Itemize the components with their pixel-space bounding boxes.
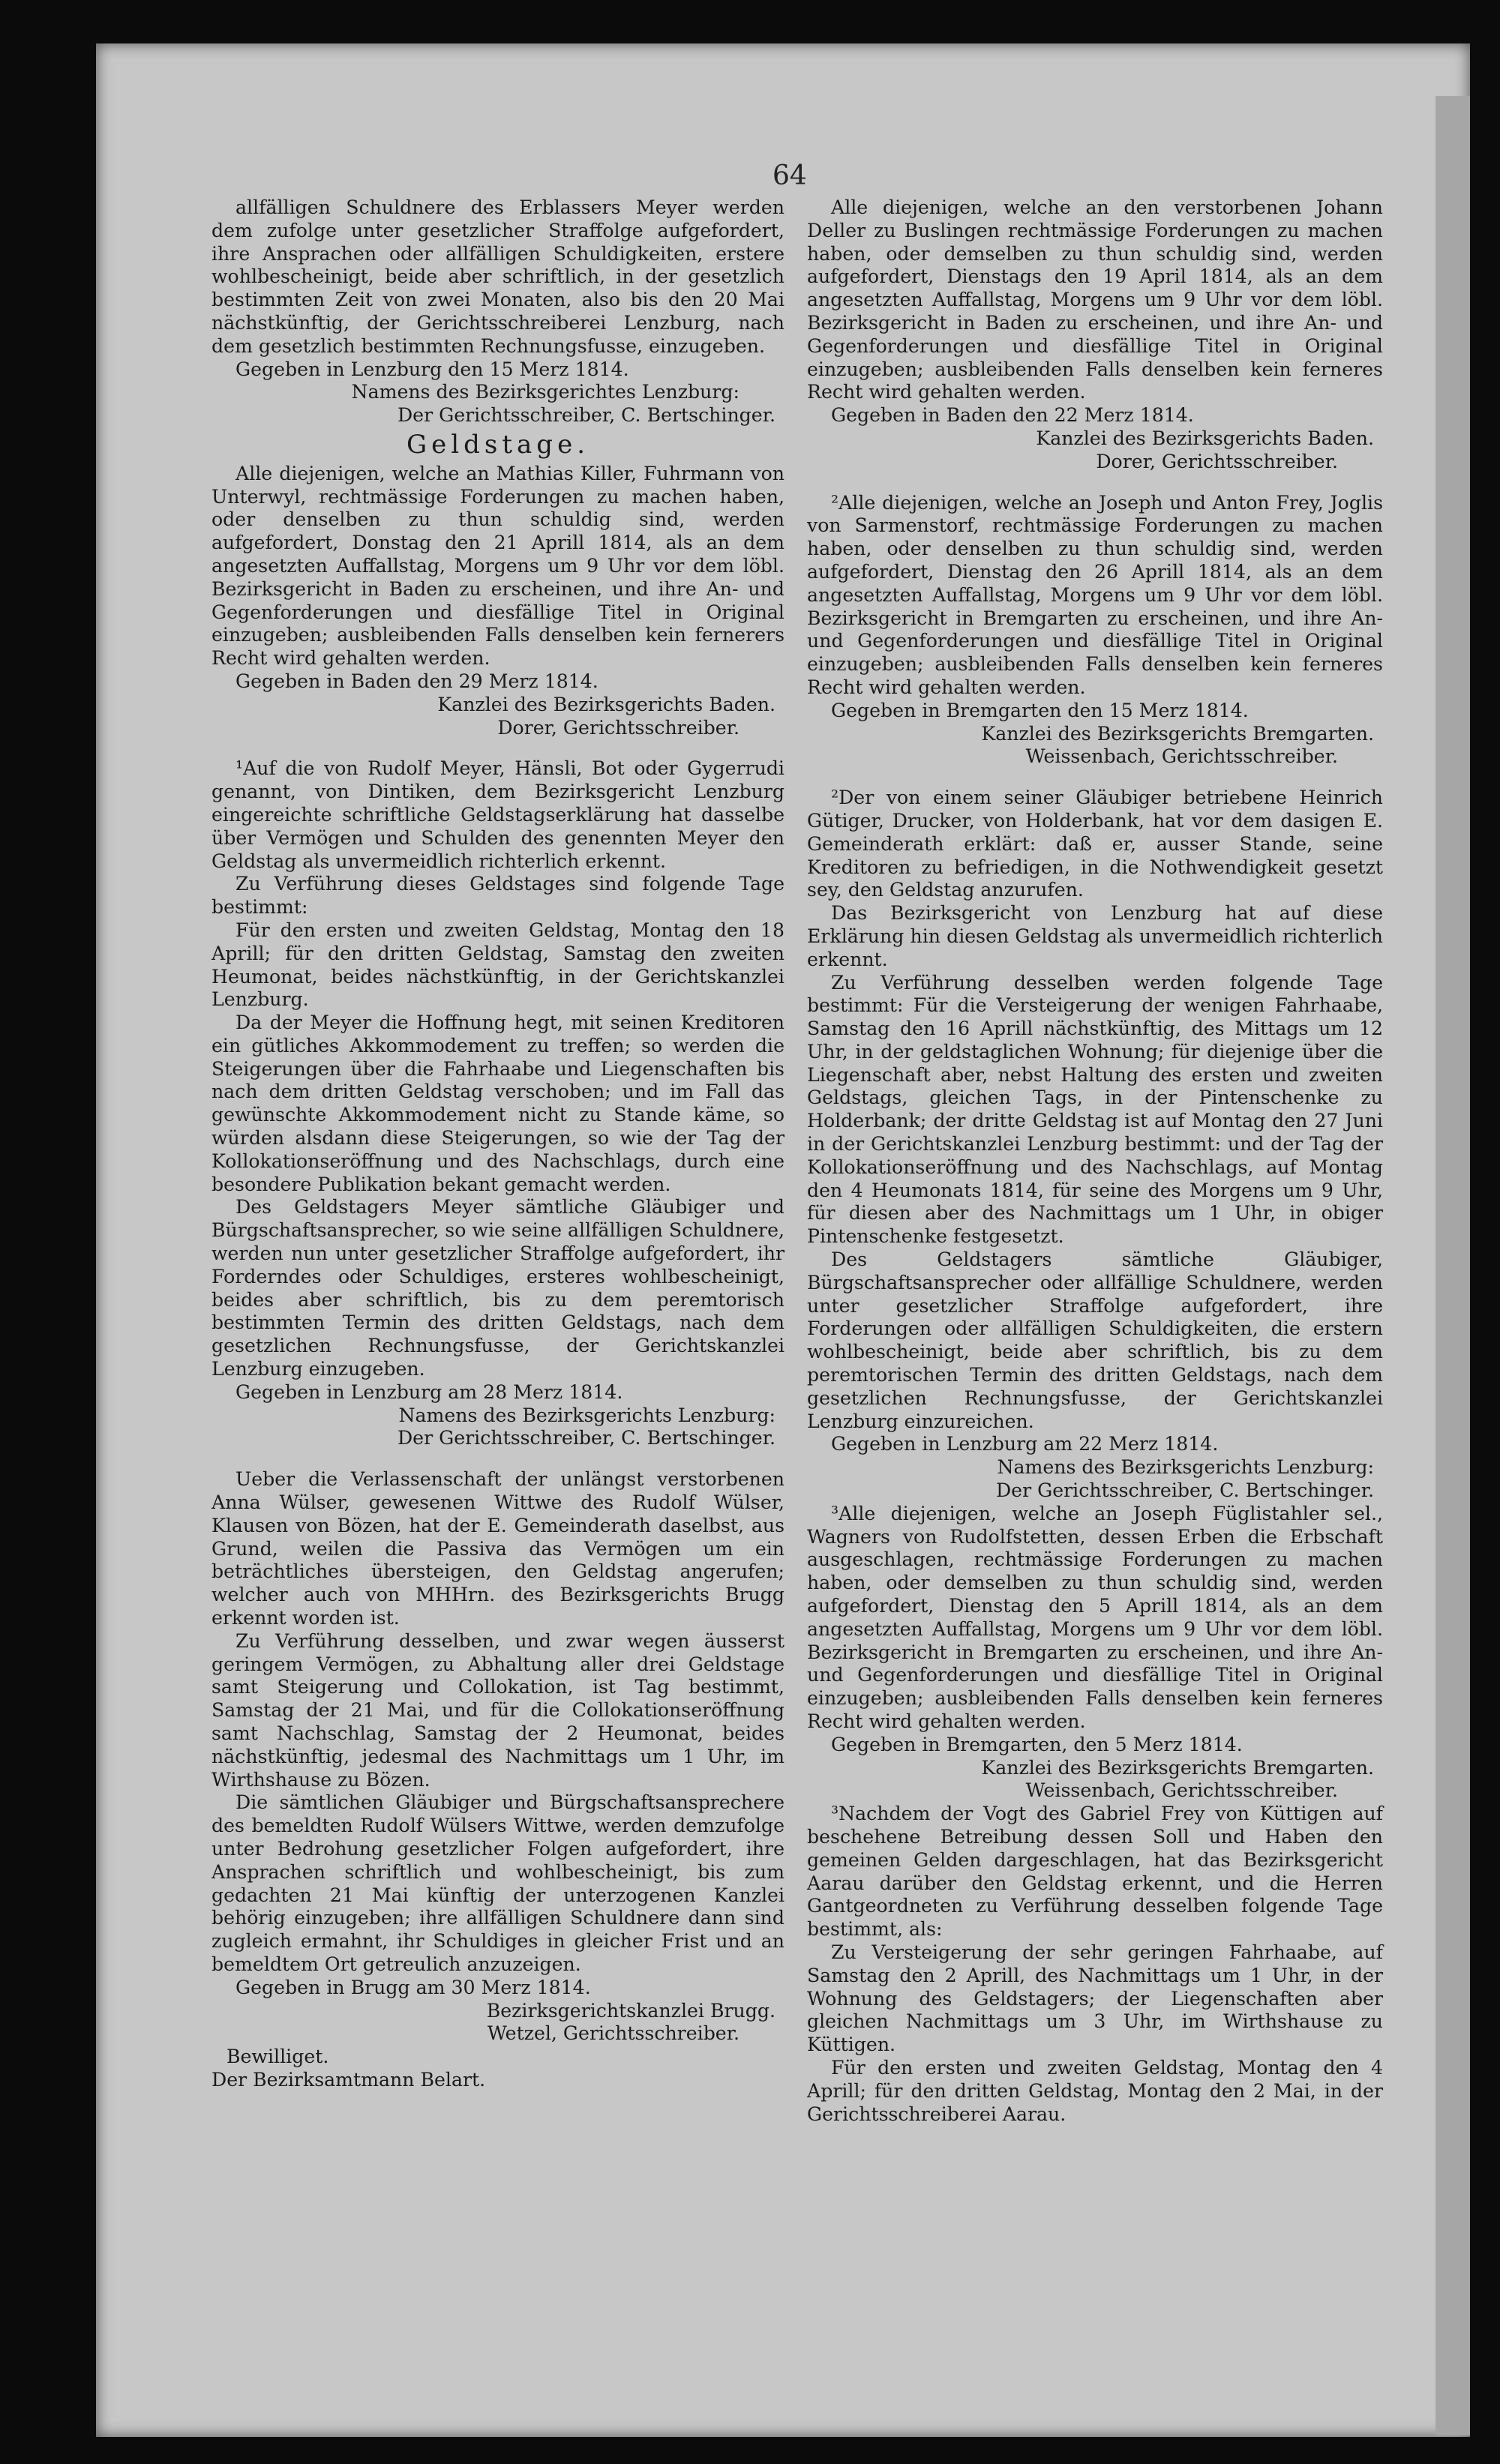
notice-date: Gegeben in Lenzburg den 15 Merz 1814.	[236, 358, 629, 380]
next-page-edge	[1436, 96, 1470, 2436]
notice-wuelser-text: Ueber die Verlassenschaft der unlängst verstorbenen Anna Wülser, gewesenen Wittwe des Rudolf Wülser, Klausen von Bözen, hat der E. Gemeinderath daselbst, aus Grund, weilen die Passiva das Vermögen um ein beträchtliches übersteigen, den Geldstag angerufen; welcher auch von MHHrn. des Bezirksgerichts Brugg erkennt worden ist.	[212, 1468, 784, 1629]
notice-date: Gegeben in Lenzburg am 22 Merz 1814.	[831, 1433, 1219, 1455]
notice-guetiger-text: ²Der von einem seiner Gläubiger betriebene Heinrich Gütiger, Drucker, von Holderbank, hat vor dem dasigen E. Gemeinderath erklärt: daß er, ausser Stande, seine Kreditoren zu befriedigen, in die Nothwendigkeit gesetzt sey, den Geldstag anzurufen.	[807, 787, 1383, 901]
notice-fueglistahler-text: ³Alle diejenigen, welche an Joseph Füglistahler sel., Wagners von Rudolfstetten, dessen Erben die Erbschaft ausgeschlagen, rechtmässige Forderungen zu machen haben, oder demselben zu thun schuldig sind, werden aufgefordert, Dienstag den 5 Aprill 1814, als an dem angesetzten Auffallstag, Morgens um 9 Uhr vor dem löbl. Bezirksgericht in Bremgarten zu erscheinen, und ihre An- und Gegenforderungen und diesfällige Titel in Original einzugeben; ausbleibenden Falls denselben kein ferneres Recht wird gehalten werden.	[807, 1502, 1383, 1732]
notice-signature: Kanzlei des Bezirksgerichts Baden.	[437, 693, 776, 715]
notice-date: Gegeben in Bremgarten den 15 Merz 1814.	[831, 699, 1249, 721]
notice-signature: Der Gerichtsschreiber, C. Bertschinger.	[397, 1427, 776, 1449]
approval-note: Bewilliget.	[226, 2046, 329, 2068]
notice-frey-sarmenstorf-text: ²Alle diejenigen, welche an Joseph und Anton Frey, Joglis von Sarmenstorf, rechtmässige Forderungen zu machen haben, oder denselben zu thun schuldig sind, werden aufgefordert, Dienstag den 26 Aprill 1814, als an dem angesetzten Auffallstag, Morgens um 9 Uhr vor dem löbl. Bezirksgericht in Bremgarten zu erscheinen, und ihre An- und Gegenforderungen und diesfällige Titel in Original einzugeben; ausbleibenden Falls denselben kein ferneres Recht wird gehalten werden.	[807, 491, 1383, 698]
notice-signature: Der Gerichtsschreiber, C. Bertschinger.	[397, 404, 776, 427]
notice-guetiger-text: Des Geldstagers sämtliche Gläubiger, Bürgschaftsansprecher oder allfällige Schuldnere, werden unter gesetzlicher Straffolge aufgefordert, ihre Forderungen oder allfälligen Schuldigkeiten, die erstern wohlbescheinigt, beide aber schriftlich, bis zu dem peremtorischen Termin des dritten Geldstags, nach dem gesetzlichen Rechnungsfusse, der Gerichtskanzlei Lenzburg einzureichen.	[807, 1248, 1383, 1432]
notice-frey-kuettigen-text: Für den ersten und zweiten Geldstag, Montag den 4 Aprill; für den dritten Geldstag, Montag den 2 Mai, in der Gerichtsschreiberei Aarau.	[807, 2056, 1383, 2125]
notice-guetiger-text: Zu Verführung desselben werden folgende Tage bestimmt: Für die Versteigerung der wenigen Fahrhaabe, Samstag den 16 Aprill nächstkünftig, des Mittags um 12 Uhr, in der geldstaglichen Wohnung; für diejenige über die Liegenschaft aber, nebst Haltung des ersten und zweiten Geldstags, gleichen Tags, in der Pintenschenke zu Holderbank; der dritte Geldstag ist auf Montag den 27 Juni in der Gerichtskanzlei Lenzburg bestimmt: und der Tag der Kollokationseröffnung und des Nachschlags, auf Montag den 4 Heumonats 1814, für seine des Morgens um 9 Uhr, für diesen aber des Nachmittags um 1 Uhr, in obiger Pintenschenke festgesetzt.	[807, 971, 1383, 1248]
notice-killer-text: Alle diejenigen, welche an Mathias Killer, Fuhrmann von Unterwyl, rechtmässige Forderungen zu machen haben, oder denselben zu thun schuldig sind, werden aufgefordert, Donstag den 21 Aprill 1814, als an dem angesetzten Auffallstag, Morgens um 9 Uhr vor dem löbl. Bezirksgericht in Baden zu erscheinen, und ihre An- und Gegenforderungen und diesfällige Titel in Original einzugeben; ausbleibenden Falls denselben kein fernerers Recht wird gehalten werden.	[212, 462, 784, 670]
notice-signature: Bezirksgerichtskanzlei Brugg.	[486, 1999, 776, 2022]
notice-deller-text: Alle diejenigen, welche an den verstorbenen Johann Deller zu Buslingen rechtmässige Forderungen zu machen haben, oder demselben zu thun schuldig sind, werden aufgefordert, Dienstags den 19 April 1814, als an dem angesetzten Auffallstag, Morgens um 9 Uhr vor dem löbl. Bezirksgericht in Baden zu erscheinen, und ihre An- und Gegenforderungen und diesfällige Titel in Original einzugeben; ausbleibenden Falls denselben kein ferneres Recht wird gehalten werden.	[807, 196, 1383, 403]
notice-date: Gegeben in Bremgarten, den 5 Merz 1814.	[831, 1733, 1243, 1755]
notice-wuelser-text: Zu Verführung desselben, und zwar wegen äusserst geringem Vermögen, zu Abhaltung aller drei Geldstage samt Steigerung und Collokation, ist Tag bestimmt, Samstag der 21 Mai, und für die Collokationseröffnung samt Nachschlag, Samstag der 2 Heumonat, beides nächstkünftig, jedesmal des Nachmittags um 1 Uhr, im Wirthshause zu Bözen.	[212, 1629, 784, 1791]
notice-signature: Namens des Bezirksgerichtes Lenzburg:	[351, 381, 740, 403]
approval-signature: Der Bezirksamtmann Belart.	[212, 2068, 486, 2091]
notice-guetiger-text: Das Bezirksgericht von Lenzburg hat auf diese Erklärung hin diesen Geldstag als unvermeidlich richterlich erkennt.	[807, 902, 1383, 970]
notice-date: Gegeben in Baden den 29 Merz 1814.	[236, 670, 598, 692]
notice-rudolf-meyer-text: Zu Verführung dieses Geldstages sind folgende Tage bestimmt:	[212, 873, 784, 919]
page-number: 64	[772, 160, 807, 191]
left-column	[212, 196, 784, 2092]
notice-rudolf-meyer-text: Des Geldstagers Meyer sämtliche Gläubiger und Bürgschaftsansprecher, so wie seine allfälligen Schuldnere, werden nun unter gesetzlicher Straffolge aufgefordert, ihr Forderndes oder Schuldiges, ersteres wohlbescheinigt, beides aber schriftlich, bis zu dem peremtorisch bestimmten Termin des dritten Geldstags, nach dem gesetzlichen Rechnungsfusse, der Gerichtskanzlei Lenzburg einzugeben.	[212, 1196, 784, 1380]
section-heading-geldstage: Geldstage.	[406, 429, 590, 460]
notice-signature: Dorer, Gerichtsschreiber.	[497, 716, 740, 739]
notice-date: Gegeben in Brugg am 30 Merz 1814.	[236, 1976, 591, 1998]
notice-signature: Kanzlei des Bezirksgerichts Bremgarten.	[981, 722, 1374, 745]
notice-date: Gegeben in Baden den 22 Merz 1814.	[831, 404, 1194, 427]
notice-rudolf-meyer-text: ¹Auf die von Rudolf Meyer, Hänsli, Bot oder Gygerrudi genannt, von Dintiken, dem Bezirksgericht Lenzburg eingereichte schriftliche Geldstagserklärung hat dasselbe über Vermögen und Schulden des genennten Meyer den Geldstag als unvermeidlich richterlich erkennt.	[212, 757, 784, 872]
notice-wuelser-text: Die sämtlichen Gläubiger und Bürgschaftsansprechere des bemeldten Rudolf Wülsers Wittwe, werden demzufolge unter Bedrohung gesetzlicher Folgen aufgefordert, ihre Ansprachen schriftlich und wohlbescheinigt, bis zum gedachten 21 Mai künftig der unterzogenen Kanzlei behörig einzugeben; ihre allfälligen Schuldnere dann sind zugleich ermahnt, ihr Schuldiges in gleicher Frist und an bemeldtem Ort getreulich anzuzeigen.	[212, 1791, 784, 1975]
notice-signature: Wetzel, Gerichtsschreiber.	[487, 2022, 740, 2045]
notice-meyer-estate-text: allfälligen Schuldnere des Erblassers Meyer werden dem zufolge unter gesetzlicher Straffolge aufgefordert, ihre Ansprachen oder allfälligen Schuldigkeiten, erstere wohlbescheinigt, beide aber schriftlich, in der gesetzlich bestimmten Zeit von zwei Monaten, also bis den 20 Mai nächstkünftig, der Gerichtsschreiberei Lenzburg, nach dem gesetzlich bestimmten Rechnungsfusse, einzugeben.	[212, 196, 784, 357]
notice-date: Gegeben in Lenzburg am 28 Merz 1814.	[236, 1380, 623, 1403]
notice-signature: Namens des Bezirksgerichts Lenzburg:	[997, 1456, 1374, 1479]
notice-rudolf-meyer-text: Für den ersten und zweiten Geldstag, Montag den 18 Aprill; für den dritten Geldstag, Samstag den zweiten Heumonat, beides nächstkünftig, in der Gerichtskanzlei Lenzburg.	[212, 919, 784, 1011]
notice-signature: Dorer, Gerichtsschreiber.	[1096, 450, 1338, 472]
notice-signature: Weissenbach, Gerichtsschreiber.	[1025, 745, 1338, 768]
notice-signature: Weissenbach, Gerichtsschreiber.	[1025, 1779, 1338, 1802]
notice-rudolf-meyer-text: Da der Meyer die Hoffnung hegt, mit seinen Kreditoren ein gütliches Akkommodement zu treffen; so werden die Steigerungen über die Fahrhaabe und Liegenschaften bis nach dem dritten Geldstag verschoben; und im Fall das gewünschte Akkommodement nicht zu Stande käme, so würden alsdann diese Steigerungen, so wie der Tag der Kollokationseröffnung und des Nachschlags, durch eine besondere Publikation bekant gemacht werden.	[212, 1012, 784, 1195]
notice-signature: Der Gerichtsschreiber, C. Bertschinger.	[995, 1479, 1374, 1502]
right-column	[807, 196, 1383, 2126]
notice-frey-kuettigen-text: ³Nachdem der Vogt des Gabriel Frey von Küttigen auf beschehene Betreibung dessen Soll und Haben den gemeinen Gelden dargeschlagen, hat das Bezirksgericht Aarau darüber den Geldstag erkennt, und die Herren Gantgeordneten zu Verführung desselben folgende Tage bestimmt, als:	[807, 1803, 1383, 1941]
notice-frey-kuettigen-text: Zu Versteigerung der sehr geringen Fahrhaabe, auf Samstag den 2 Aprill, des Nachmittags um 1 Uhr, in der Wohnung des Geldstagers; der Liegenschaften aber gleichen Nachmittags um 3 Uhr, im Wirthshause zu Küttigen.	[807, 1941, 1383, 2056]
notice-signature: Kanzlei des Bezirksgerichts Bremgarten.	[981, 1756, 1374, 1779]
notice-signature: Namens des Bezirksgerichts Lenzburg:	[398, 1404, 776, 1426]
notice-signature: Kanzlei des Bezirksgerichts Baden.	[1036, 427, 1374, 449]
